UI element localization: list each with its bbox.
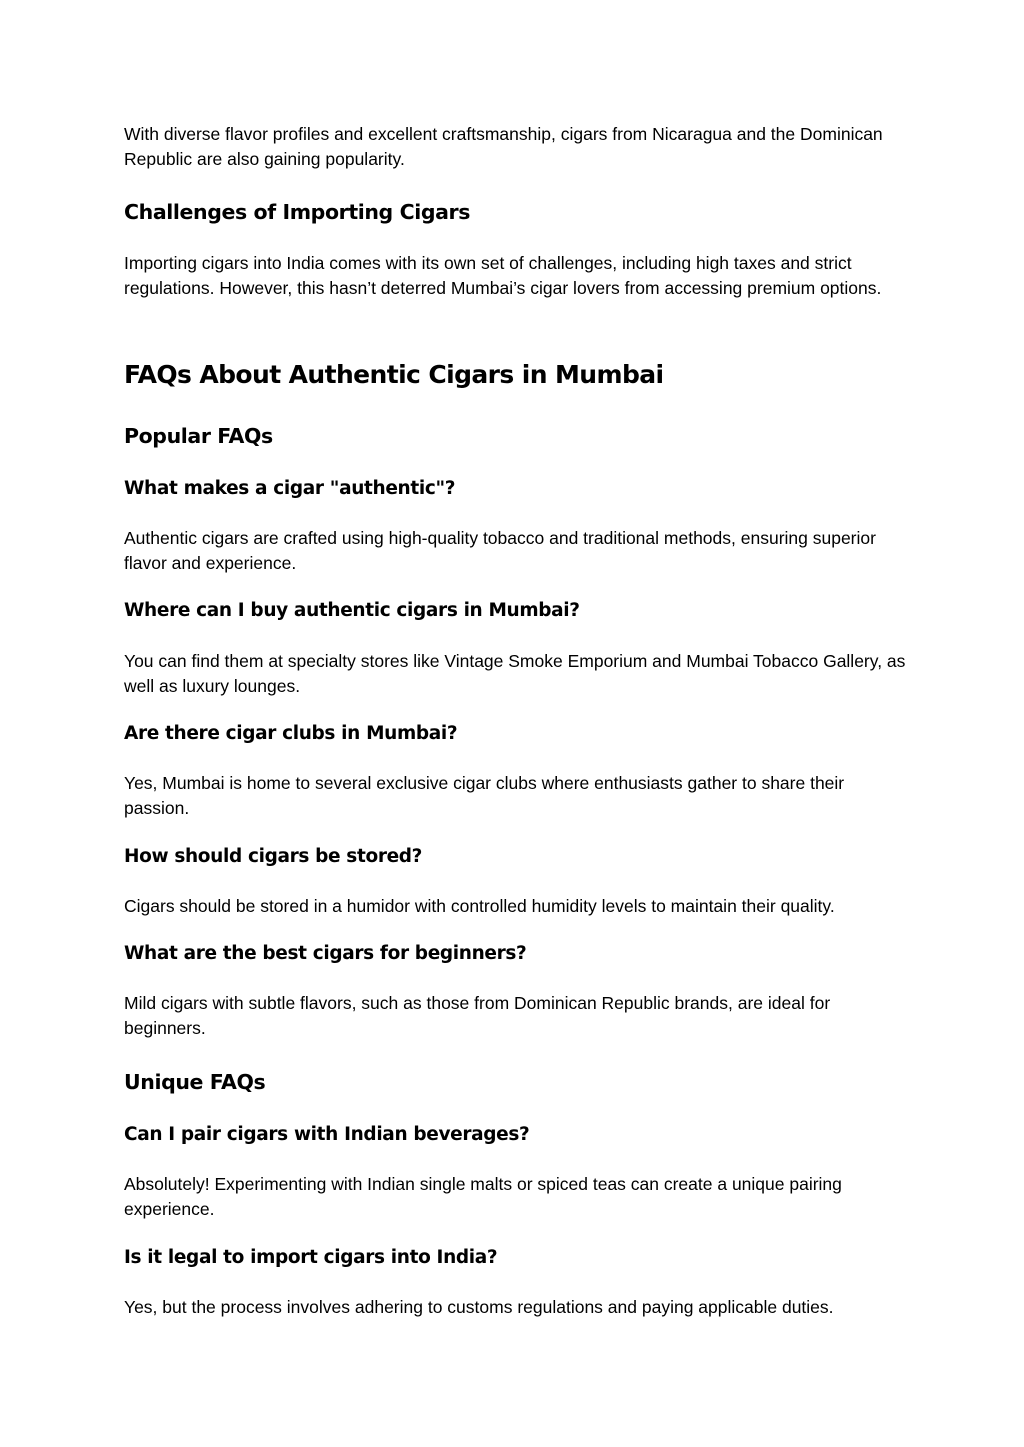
intro-paragraph: With diverse flavor profiles and excellent craftsmanship, cigars from Nicaragua and the Dominican Republic are also gaining popularity.: [124, 124, 883, 169]
faq-question: Can I pair cigars with Indian beverages?: [124, 1124, 530, 1145]
faq-question: How should cigars be stored?: [124, 846, 423, 867]
faq-answer: Authentic cigars are crafted using high-quality tobacco and traditional methods, ensuring superior flavor and experience.: [124, 528, 876, 573]
faq-question: What are the best cigars for beginners?: [124, 943, 527, 964]
unique-faqs-heading: Unique FAQs: [124, 1070, 266, 1094]
faq-question: Is it legal to import cigars into India?: [124, 1247, 498, 1268]
faq-question: What makes a cigar "authentic"?: [124, 478, 456, 499]
faq-question: Are there cigar clubs in Mumbai?: [124, 723, 458, 744]
faq-answer: Cigars should be stored in a humidor with controlled humidity levels to maintain their quality.: [124, 896, 835, 916]
faq-answer: Yes, but the process involves adhering to customs regulations and paying applicable duties.: [124, 1297, 834, 1317]
faq-answer: Yes, Mumbai is home to several exclusive cigar clubs where enthusiasts gather to share their passion.: [124, 773, 845, 818]
faq-question: Where can I buy authentic cigars in Mumbai?: [124, 600, 580, 621]
faq-answer: Absolutely! Experimenting with Indian single malts or spiced teas can create a unique pairing experience.: [124, 1174, 842, 1219]
faq-answer: You can find them at specialty stores like Vintage Smoke Emporium and Mumbai Tobacco Gallery, as well as luxury lounges.: [124, 651, 906, 696]
faq-answer: Mild cigars with subtle flavors, such as those from Dominican Republic brands, are ideal for beginners.: [124, 993, 831, 1038]
popular-faqs-heading: Popular FAQs: [124, 424, 273, 448]
challenges-paragraph: Importing cigars into India comes with its own set of challenges, including high taxes and strict regulations. However, this hasn’t deterred Mumbai’s cigar lovers from accessing premium options.: [124, 253, 882, 298]
faqs-title: FAQs About Authentic Cigars in Mumbai: [124, 360, 664, 389]
challenges-heading: Challenges of Importing Cigars: [124, 200, 471, 224]
